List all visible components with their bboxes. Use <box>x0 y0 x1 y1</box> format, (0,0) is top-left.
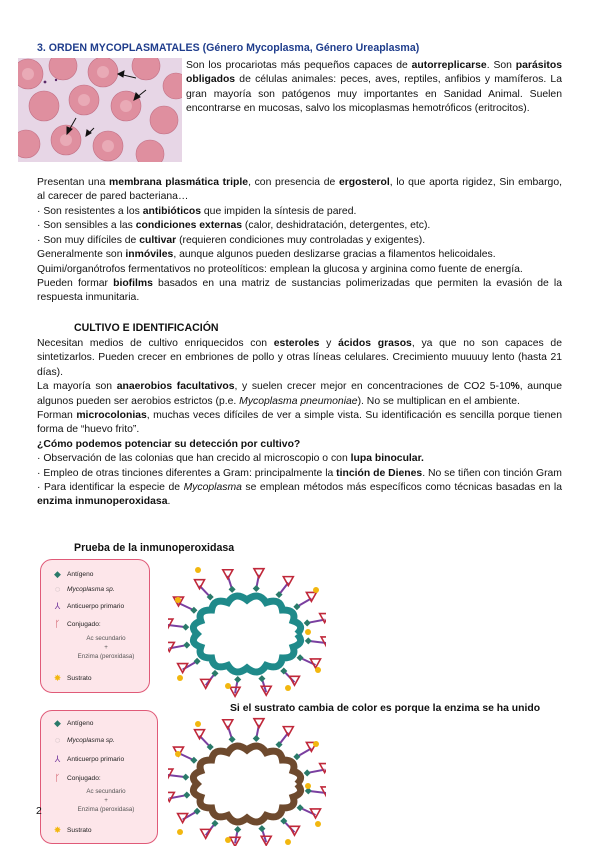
antigen-icon <box>229 736 236 743</box>
list-item: · Empleo de otras tinciones diferentes a Gram: principalmente la tinción de Dienes. No se tiñen con tinción Gram <box>37 467 562 479</box>
substrate-icon <box>313 587 319 593</box>
antigen-icon <box>297 654 304 661</box>
antigen-icon <box>190 757 197 764</box>
list-item: · Observación de las colonias que han crecido al microscopio o con lupa binocular. <box>37 453 424 465</box>
antigen-icon <box>182 774 189 781</box>
legend-item-substrate: ✸ Sustrato <box>53 673 92 683</box>
legend-box <box>40 559 150 693</box>
substrate-icon <box>315 667 321 673</box>
substrate-icon <box>175 597 181 603</box>
legend-item-conjugate: ᚴ Conjugado: <box>54 619 101 629</box>
substrate-icon <box>285 685 291 691</box>
antigen-icon <box>305 637 312 644</box>
section-title: 3. ORDEN MYCOPLASMATALES (Género Mycoplasma, Género Ureaplasma) <box>37 42 420 54</box>
substrate-icon <box>305 783 311 789</box>
mycoplasma-icon: ◌ <box>54 735 61 745</box>
legend-item-antibody: ⅄ Anticuerpo primario <box>54 601 125 611</box>
conjugate-enzyme-label: Enzima (peroxidasa) <box>77 806 135 813</box>
aerobic-paragraph: La mayoría son anaerobios facultativos, y suelen crecer mejor en concentraciones de CO2 5-10%, aunque algunos pueden ser aerobios estrictos (p.e. Mycoplasma pneumoniae). No se multiplican en el ambiente. <box>37 381 562 407</box>
conjugate-icon <box>168 619 173 628</box>
conjugate-icon <box>289 826 299 835</box>
conjugate-icon <box>195 580 205 589</box>
conjugate-icon <box>223 720 233 729</box>
mycoplasma-membrane <box>193 746 300 822</box>
test-heading: Prueba de la inmunoperoxidasa <box>74 542 235 554</box>
antigen-icon <box>229 586 236 593</box>
antibody-icon: ⅄ <box>54 754 61 764</box>
substrate-icon <box>285 839 291 845</box>
immunoperoxidase-diagram-uncolored <box>168 714 326 846</box>
substrate-icon <box>315 821 321 827</box>
legend-item-antibody: ⅄ Anticuerpo primario <box>54 754 125 764</box>
list-item: · Son resistentes a los antibióticos que impiden la síntesis de pared. <box>37 206 357 217</box>
conjugate-icon: ᚴ <box>54 619 61 629</box>
antigen-icon <box>182 624 189 631</box>
list-item: · Son sensibles a las condiciones externas (calor, deshidratación, detergentes, etc). <box>37 220 431 232</box>
legend-item-antigen: ◆ Antígeno <box>54 569 94 579</box>
blood-smear-image <box>18 58 182 162</box>
intro-paragraph: Son los procariotas más pequeños capaces de autorreplicarse. Son parásitos obligados de células animales: peces, aves, reptiles, anfibios y mamíferos. La gran mayoría son patógenos muy importantes en Sanidad Animal. Suelen encontrarse en mucosas, salvo los micoplasmas hemotróficos (eritrocitos). <box>186 60 562 115</box>
diagram-caption: Si el sustrato cambia de color es porque la enzima se ha unido <box>230 703 541 714</box>
legend-item-antigen: ◆ Antígeno <box>54 718 94 728</box>
plus-label: + <box>104 644 108 651</box>
antigen-icon <box>234 826 241 833</box>
antigen-icon <box>190 607 197 614</box>
conjugate-icon <box>289 676 299 685</box>
substrate-icon: ✸ <box>53 825 62 835</box>
conjugate-antibody-label: Ac secundario <box>86 788 126 795</box>
substrate-icon <box>195 721 201 727</box>
conjugate-enzyme-label: Enzima (peroxidasa) <box>77 653 135 660</box>
substrate-icon <box>305 629 311 635</box>
antigen-icon <box>234 676 241 683</box>
metabolism-line: Quimi/organótrofos fermentativos no proteolíticos: emplean la glucosa y arginina como fuente de energía. <box>37 263 523 275</box>
antibody-icon: ⅄ <box>54 601 61 611</box>
antigen-icon: ◆ <box>54 718 61 728</box>
substrate-icon <box>175 751 181 757</box>
substrate-icon: ✸ <box>53 673 62 683</box>
conjugate-icon <box>254 719 264 728</box>
antigen-icon <box>183 792 190 799</box>
culture-section <box>37 337 562 510</box>
conjugate-icon <box>195 730 205 739</box>
antigen-icon <box>253 585 260 592</box>
antigen-icon <box>253 735 260 742</box>
culture-paragraph: Necesitan medios de cultivo enriquecidos con esteroles y ácidos grasos, ya que no son capaces de sintetizarlos. Pueden crecer en embriones de pollo y otras líneas celulares. Crecimiento muuuuy lento (hasta 21 días). <box>37 338 562 378</box>
antigen-icon <box>304 769 311 776</box>
legend-item-substrate: ✸ Sustrato <box>53 825 92 835</box>
antigen-icon <box>304 619 311 626</box>
antigen-icon <box>297 804 304 811</box>
conjugate-icon <box>223 570 233 579</box>
legend-box <box>40 710 158 844</box>
legend-item-mycoplasma: ◌ Mycoplasma sp. <box>54 735 115 745</box>
antigen-icon <box>183 642 190 649</box>
conjugate-icon <box>283 727 293 736</box>
antigen-icon <box>258 825 265 832</box>
mobility-line: Generalmente son inmóviles, aunque algunos pueden deslizarse gracias a filamentos helicoidales. <box>37 249 496 261</box>
legend-item-mycoplasma: ◌ Mycoplasma sp. <box>54 584 115 594</box>
conjugate-icon: ᚴ <box>54 773 61 783</box>
culture-heading: CULTIVO E IDENTIFICACIÓN <box>74 322 219 334</box>
conjugate-icon <box>283 577 293 586</box>
conjugate-icon <box>254 569 264 578</box>
colonies-paragraph: Forman microcolonias, muchas veces difíciles de ver a simple vista. Su identificación es sencilla porque tienen forma de “huevo frito”. <box>37 410 562 436</box>
mycoplasma-icon: ◌ <box>54 584 61 594</box>
page-number: 2 <box>36 806 42 817</box>
properties-list <box>37 205 562 306</box>
immunoperoxidase-diagram-colored <box>168 560 326 700</box>
substrate-icon <box>225 837 231 843</box>
substrate-icon <box>177 829 183 835</box>
antigen-icon <box>258 675 265 682</box>
list-item: · Para identificar la especie de Mycoplasma se emplean métodos más específicos como técnicas basadas en la enzima inmunoperoxidasa. <box>37 482 562 508</box>
plus-label: + <box>104 797 108 804</box>
biofilm-line: Pueden formar biofilms basados en una matriz de sustancias polimerizadas que permiten la evasión de la respuesta inmunitaria. <box>37 278 562 304</box>
antigen-icon: ◆ <box>54 569 61 579</box>
question-line: ¿Cómo podemos potenciar su detección por cultivo? <box>37 438 301 450</box>
substrate-icon <box>177 675 183 681</box>
substrate-icon <box>195 567 201 573</box>
substrate-icon <box>225 683 231 689</box>
mycoplasma-membrane <box>193 596 300 672</box>
list-item: · Son muy difíciles de cultivar (requieren condiciones muy controladas y exigentes). <box>37 234 426 246</box>
substrate-icon <box>313 741 319 747</box>
conjugate-antibody-label: Ac secundario <box>86 635 126 642</box>
membrane-paragraph: Presentan una membrana plasmática triple, con presencia de ergosterol, lo que aporta rigidez, Sin embargo, al carecer de pared bacteriana… <box>37 177 562 203</box>
legend-item-conjugate: ᚴ Conjugado: <box>54 773 101 783</box>
conjugate-icon <box>168 769 173 778</box>
